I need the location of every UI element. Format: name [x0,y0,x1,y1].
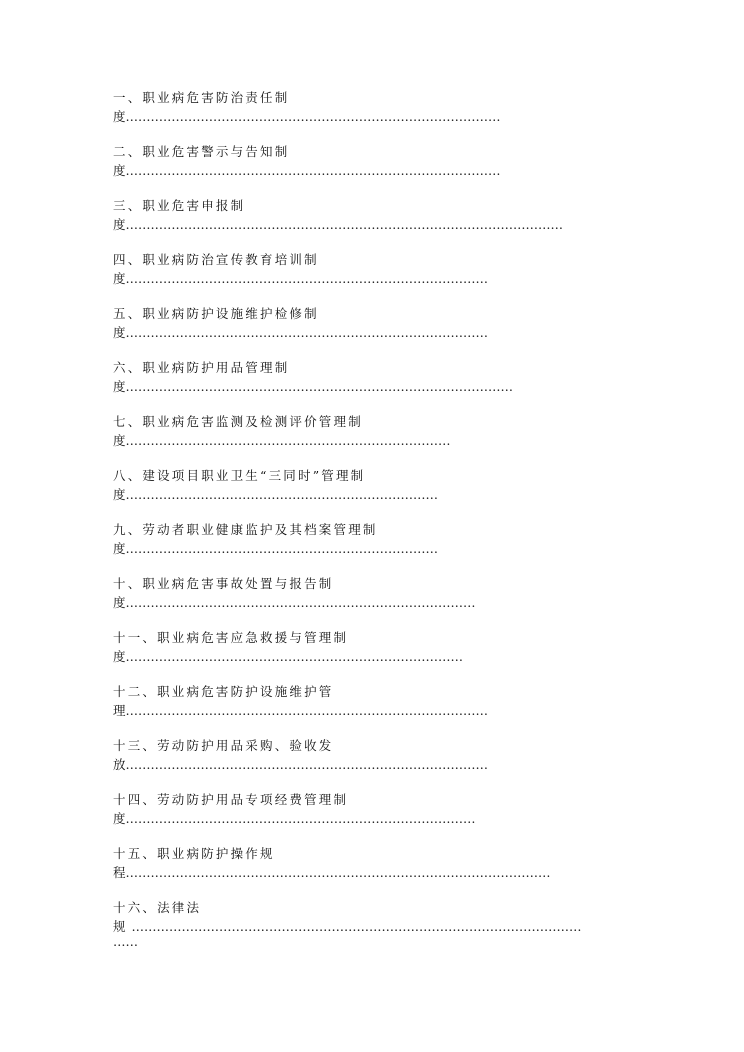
toc-dot-leader: ……………………………………………………………………… [125,649,464,664]
toc-entry-lead-char: 度 [113,163,126,178]
toc-entry [113,250,633,288]
toc-entry-lead-char: 度 [113,325,126,340]
toc-dot-leader: ………………………………………………………………………… [125,811,476,826]
toc-entry-title: 一、职业病危害防治责任制 [113,90,290,105]
toc-entry-leader [113,270,633,288]
toc-entry-lead-char: 度 [113,811,126,826]
toc-dot-leader: ……………………………………………………………………………… [125,163,501,178]
toc-dot-leader: ………………………………………………………………………… [125,595,476,610]
toc-entry-title: 七、职业病危害监测及检测评价管理制 [113,414,363,429]
toc-entry-leader [113,108,633,126]
toc-entry [113,412,633,450]
toc-dot-leader: ………………………………………………………………… [125,541,439,556]
toc-entry-title: 十、职业病危害事故处置与报告制 [113,576,334,591]
toc-entry-leader [113,594,633,612]
toc-entry-leader [113,540,633,558]
toc-dot-leader-continuation: …… [113,934,138,949]
toc-dot-leader: …………………………………………………………………… [125,433,451,448]
toc-dot-leader: …………………………………………………………………………… [125,757,489,772]
toc-entry-title: 十六、法律法 [113,900,202,915]
toc-entry-leader [113,756,633,774]
toc-entry-leader [113,486,633,504]
toc-dot-leader: ………………………………………………………………………………… [125,379,514,394]
toc-entry-title: 六、职业病防护用品管理制 [113,360,290,375]
toc-entry-title: 十二、职业病危害防护设施维护管 [113,684,334,699]
toc-dot-leader: ………………………………………………………………………………………… [125,865,551,880]
toc-entry-lead-char: 度 [113,109,126,124]
toc-entry-title: 四、职业病防治宣传教育培训制 [113,252,319,267]
toc-entry [113,88,633,126]
toc-dot-leader: …………………………………………………………………………… [125,703,489,718]
toc-entry-lead-char: 度 [113,595,126,610]
toc-entry [113,844,633,882]
toc-dot-leader: …………………………………………………………………………… [125,271,489,286]
toc-entry-leader [113,432,633,450]
toc-entry-lead-char: 度 [113,649,126,664]
toc-entry-title: 八、建设项目职业卫生“三同时”管理制 [113,468,366,483]
toc-entry-leader [113,378,633,396]
toc-entry [113,142,633,180]
toc-entry-lead-char: 放 [113,757,126,772]
toc-dot-leader: ……………………………………………………………………………………………… [131,919,582,934]
toc-entry-leader [113,324,633,342]
toc-entry [113,466,633,504]
toc-dot-leader: ………………………………………………………………… [125,487,439,502]
toc-entry-title: 九、劳动者职业健康监护及其档案管理制 [113,522,378,537]
toc-entry-lead-char: 理 [113,703,126,718]
toc-entry-lead-char: 规 [113,919,126,934]
toc-entry-leader [113,648,633,666]
toc-entry-title: 五、职业病防护设施维护检修制 [113,306,319,321]
toc-entry [113,736,633,774]
toc-entry [113,304,633,342]
toc-entry [113,520,633,558]
toc-entry-leader [113,702,633,720]
toc-entry [113,628,633,666]
toc-entry-title: 十三、劳动防护用品采购、验收发 [113,738,334,753]
toc-entry-title: 二、职业危害警示与告知制 [113,144,290,159]
toc-entry [113,790,633,828]
toc-entry-leader [113,162,633,180]
toc-entry [113,682,633,720]
toc-entry-leader [113,810,633,828]
toc-dot-leader: …………………………………………………………………………… [125,325,489,340]
toc-entry-leader [113,864,633,882]
toc-entry-lead-char: 度 [113,379,126,394]
toc-entry-lead-char: 程 [113,865,126,880]
toc-entry-lead-char: 度 [113,271,126,286]
toc-entry-lead-char: 度 [113,487,126,502]
toc-entry [113,574,633,612]
toc-entry-lead-char: 度 [113,541,126,556]
toc-entry [113,358,633,396]
toc-entry-lead-char: 度 [113,217,126,232]
toc-entry [113,898,633,950]
table-of-contents [113,88,633,966]
toc-entry-leader [113,216,633,234]
toc-dot-leader: …………………………………………………………………………………………… [125,217,564,232]
toc-entry-title: 十五、职业病防护操作规 [113,846,275,861]
toc-entry-leader [113,918,633,936]
toc-entry-lead-char: 度 [113,433,126,448]
toc-entry-title: 十四、劳动防护用品专项经费管理制 [113,792,349,807]
toc-dot-leader: ……………………………………………………………………………… [125,109,501,124]
toc-entry-title: 三、职业危害申报制 [113,198,246,213]
toc-entry [113,196,633,234]
toc-entry-title: 十一、职业病危害应急救援与管理制 [113,630,349,645]
